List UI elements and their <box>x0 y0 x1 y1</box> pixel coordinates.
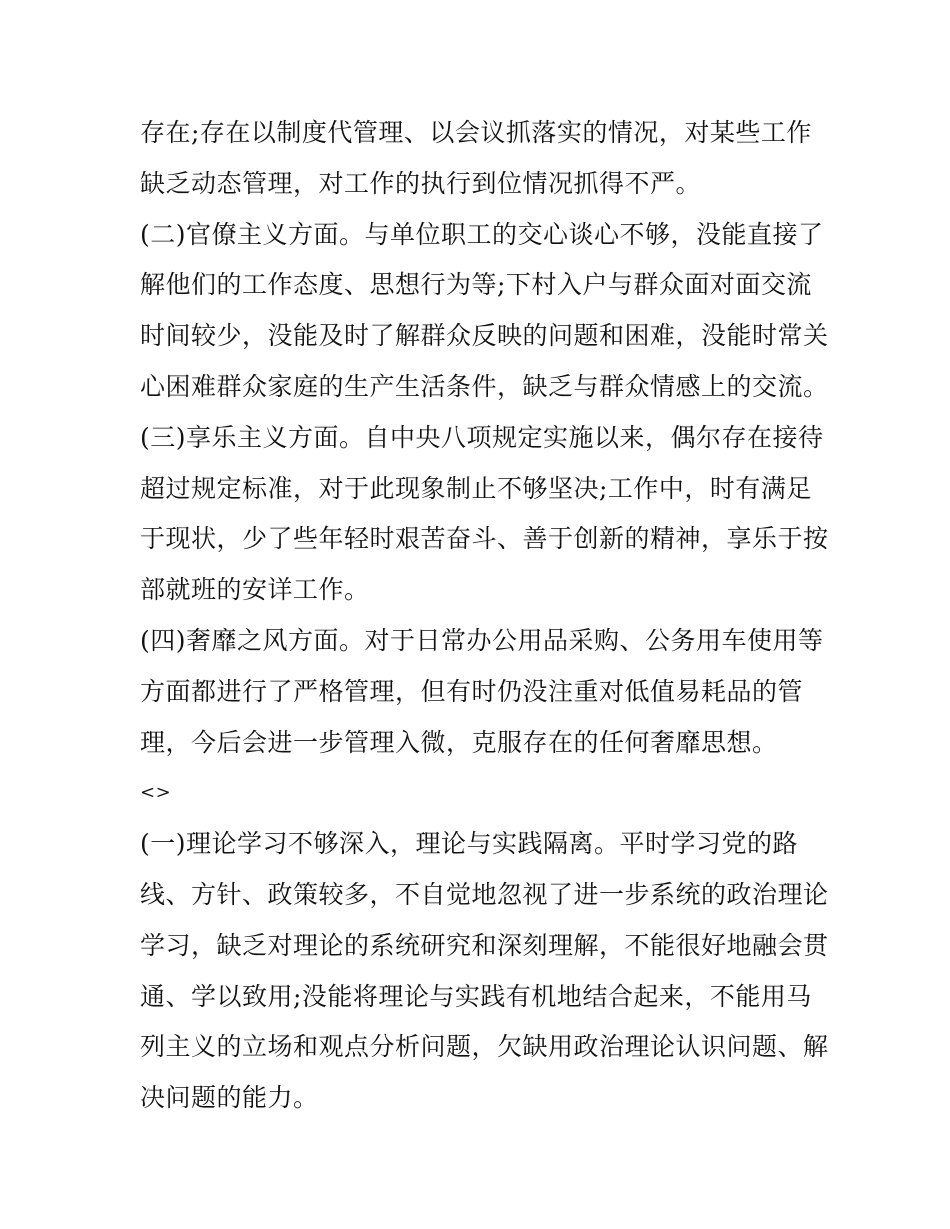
text-line: 线、方针、政策较多，不自觉地忽视了进一步系统的政治理论 <box>140 879 829 909</box>
section-heading-line: (四)奢靡之风方面。对于日常办公用品采购、公务用车使用等 <box>140 625 824 655</box>
text-line: 通、学以致用;没能将理论与实践有机地结合起来，不能用马 <box>140 981 812 1011</box>
section-heading-line: (三)享乐主义方面。自中央八项规定实施以来，偶尔存在接待 <box>140 422 824 452</box>
text-line: 决问题的能力。 <box>140 1083 319 1113</box>
text-line: 缺乏动态管理，对工作的执行到位情况抓得不严。 <box>140 168 702 198</box>
text-line: 超过规定标准，对于此现象制止不够坚决;工作中，时有满足 <box>140 473 812 503</box>
text-line: 心困难群众家庭的生产生活条件，缺乏与群众情感上的交流。 <box>140 371 829 401</box>
section-heading-line: (一)理论学习不够深入，理论与实践隔离。平时学习党的路 <box>140 829 799 859</box>
text-line: 于现状，少了些年轻时艰苦奋斗、善于创新的精神，享乐于按 <box>140 524 829 554</box>
text-line: 学习，缺乏对理论的系统研究和深刻理解，不能很好地融会贯 <box>140 930 829 960</box>
text-line: 存在;存在以制度代管理、以会议抓落实的情况，对某些工作 <box>140 118 812 147</box>
text-line: 方面都进行了严格管理，但有时仍没注重对低值易耗品的管 <box>140 676 804 706</box>
text-line: 部就班的安详工作。 <box>140 575 370 605</box>
text-line: 解他们的工作态度、思想行为等;下村入户与群众面对面交流 <box>140 270 812 300</box>
section-marker: <> <box>140 782 172 804</box>
text-line: 理，今后会进一步管理入微，克服存在的任何奢靡思想。 <box>140 727 778 757</box>
section-heading-line: (二)官僚主义方面。与单位职工的交心谈心不够，没能直接了 <box>140 219 824 249</box>
text-line: 时间较少，没能及时了解群众反映的问题和困难，没能时常关 <box>140 321 829 351</box>
text-line: 列主义的立场和观点分析问题，欠缺用政治理论认识问题、解 <box>140 1032 829 1062</box>
document-body <box>140 108 829 1124</box>
